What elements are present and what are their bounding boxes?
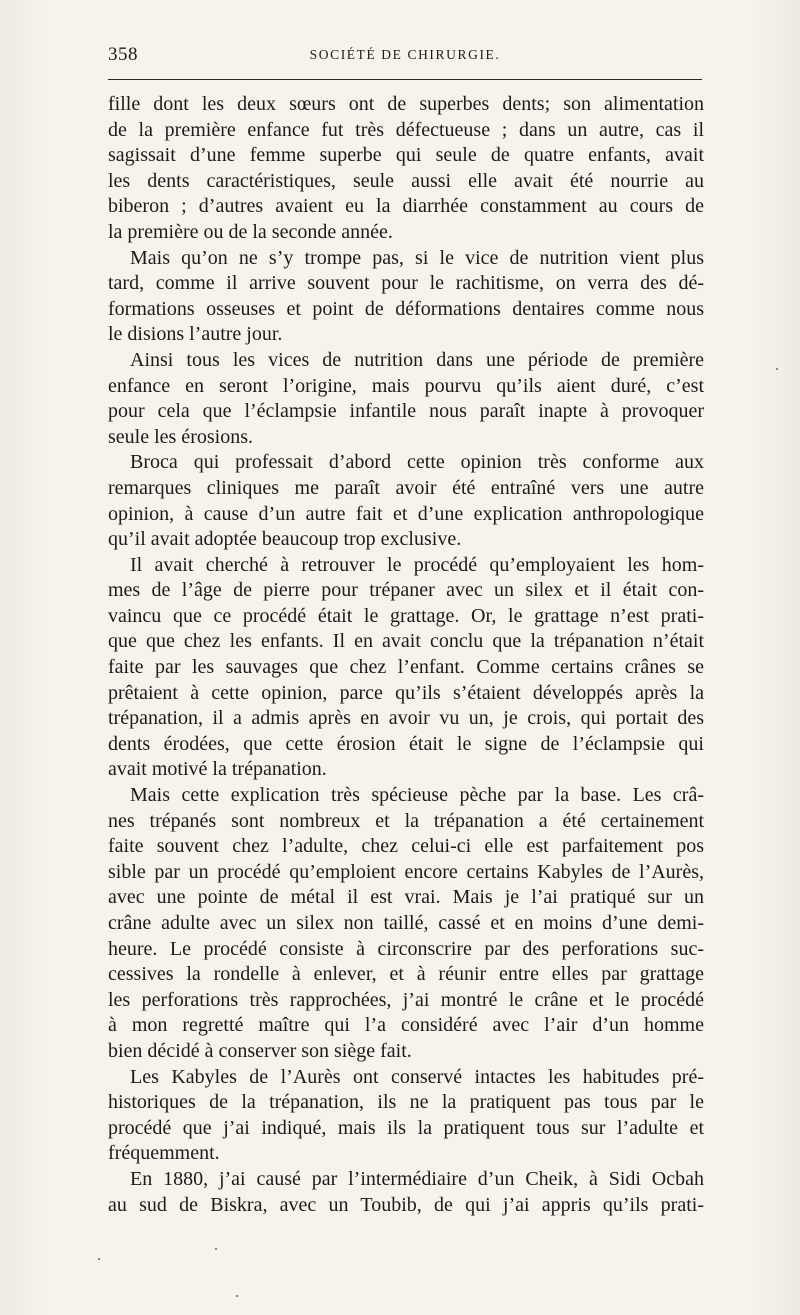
paragraph-first-line: Ainsi tous les vices de nutrition dans une période de première (130, 348, 704, 371)
text-line: que que chez les enfants. Il en avait conclu que la trépanation n’était (108, 630, 704, 653)
text-line: enfance en seront l’origine, mais pourvu qu’ils aient duré, c’est (108, 374, 704, 397)
paragraph-first-line: En 1880, j’ai causé par l’intermédiaire d’un Cheik, à Sidi Ocbah (130, 1167, 704, 1190)
text-line: procédé que j’ai indiqué, mais ils la pratiquent tous sur l’adulte et (108, 1116, 704, 1139)
text-line: le disions l’autre jour. (108, 323, 283, 346)
paper-speck (236, 1295, 238, 1297)
paragraph-first-line: Mais cette explication très spécieuse pèche par la base. Les crâ- (130, 784, 704, 807)
text-line: fréquemment. (108, 1142, 220, 1165)
text-line: de la première enfance fut très défectueuse ; dans un autre, cas il (108, 118, 704, 141)
text-line: dents érodées, que cette érosion était le signe de l’éclampsie qui (108, 732, 704, 755)
text-line: mes de l’âge de pierre pour trépaner avec un silex et il était con- (108, 579, 704, 602)
text-line: pour cela que l’éclampsie infantile nous paraît inapte à provoquer (108, 400, 704, 423)
text-line: au sud de Biskra, avec un Toubib, de qui j’ai appris qu’ils prati- (108, 1193, 704, 1216)
paragraph-first-line: Mais qu’on ne s’y trompe pas, si le vice de nutrition vient plus (130, 246, 704, 269)
text-line: avec une pointe de métal il est vrai. Mais je l’ai pratiqué sur un (108, 886, 704, 909)
text-line: crâne adulte avec un silex non taillé, cassé et en moins d’une demi- (108, 912, 704, 934)
text-line: qu’il avait adoptée beaucoup trop exclusive. (108, 528, 462, 551)
paper-speck (215, 1248, 217, 1250)
running-title: SOCIÉTÉ DE CHIRURGIE. (309, 47, 501, 62)
paper-speck (98, 1258, 100, 1260)
text-line: nes trépanés sont nombreux et la trépanation a été certainement (108, 809, 704, 832)
text-line: avait motivé la trépanation. (108, 758, 327, 781)
text-line: tard, comme il arrive souvent pour le rachitisme, on verra des dé- (108, 272, 704, 295)
paragraph-first-line: Il avait cherché à retrouver le procédé qu’employaient les hom- (130, 553, 704, 576)
text-line: formations osseuses et point de déformations dentaires comme nous (108, 297, 704, 320)
body-text (108, 92, 704, 1218)
text-line: les perforations très rapprochées, j’ai montré le crâne et le procédé (108, 988, 704, 1011)
text-line: sagissait d’une femme superbe qui seule de quatre enfants, avait (108, 144, 704, 167)
page-number: 358 (108, 44, 138, 65)
text-line: heure. Le procédé consiste à circonscrire par des perforations suc- (108, 937, 704, 960)
text-line: prêtaient à cette opinion, parce qu’ils s’étaient développés après la (108, 681, 704, 704)
text-line: faite souvent chez l’adulte, chez celui-ci elle est parfaitement pos (108, 835, 704, 858)
text-line: la première ou de la seconde année. (108, 220, 393, 243)
text-line: seule les érosions. (108, 425, 253, 448)
text-line: remarques cliniques me paraît avoir été entraîné vers une autre (108, 476, 704, 499)
page-header (108, 44, 702, 74)
header-rule (108, 79, 702, 80)
text-line: à mon regretté maître qui l’a considéré avec l’air d’un homme (108, 1014, 704, 1037)
paragraph-first-line: Broca qui professait d’abord cette opinion très conforme aux (130, 451, 704, 474)
text-line: biberon ; d’autres avaient eu la diarrhée constamment au cours de (108, 195, 704, 218)
text-line: les dents caractéristiques, seule aussi elle avait été nourrie au (108, 169, 704, 192)
text-line: vaincu que ce procédé était le grattage. Or, le grattage n’est prati- (108, 604, 704, 627)
text-line: sible par un procédé qu’emploient encore certains Kabyles de l’Aurès, (108, 860, 704, 883)
text-line: trépanation, il a admis après en avoir vu un, je crois, qui portait des (108, 707, 704, 730)
text-line: historiques de la trépanation, ils ne la pratiquent pas tous par le (108, 1091, 704, 1114)
text-line: faite par les sauvages que chez l’enfant. Comme certains crânes se (108, 656, 704, 679)
paper-speck (776, 368, 778, 370)
text-line: bien décidé à conserver son siège fait. (108, 1039, 412, 1062)
text-line: opinion, à cause d’un autre fait et d’une explication anthropologique (108, 502, 704, 525)
text-line: cessives la rondelle à enlever, et à réunir entre elles par grattage (108, 963, 704, 986)
text-line: fille dont les deux sœurs ont de superbes dents; son alimentation (108, 93, 704, 115)
paragraph-first-line: Les Kabyles de l’Aurès ont conservé intactes les habitudes pré- (130, 1065, 704, 1088)
